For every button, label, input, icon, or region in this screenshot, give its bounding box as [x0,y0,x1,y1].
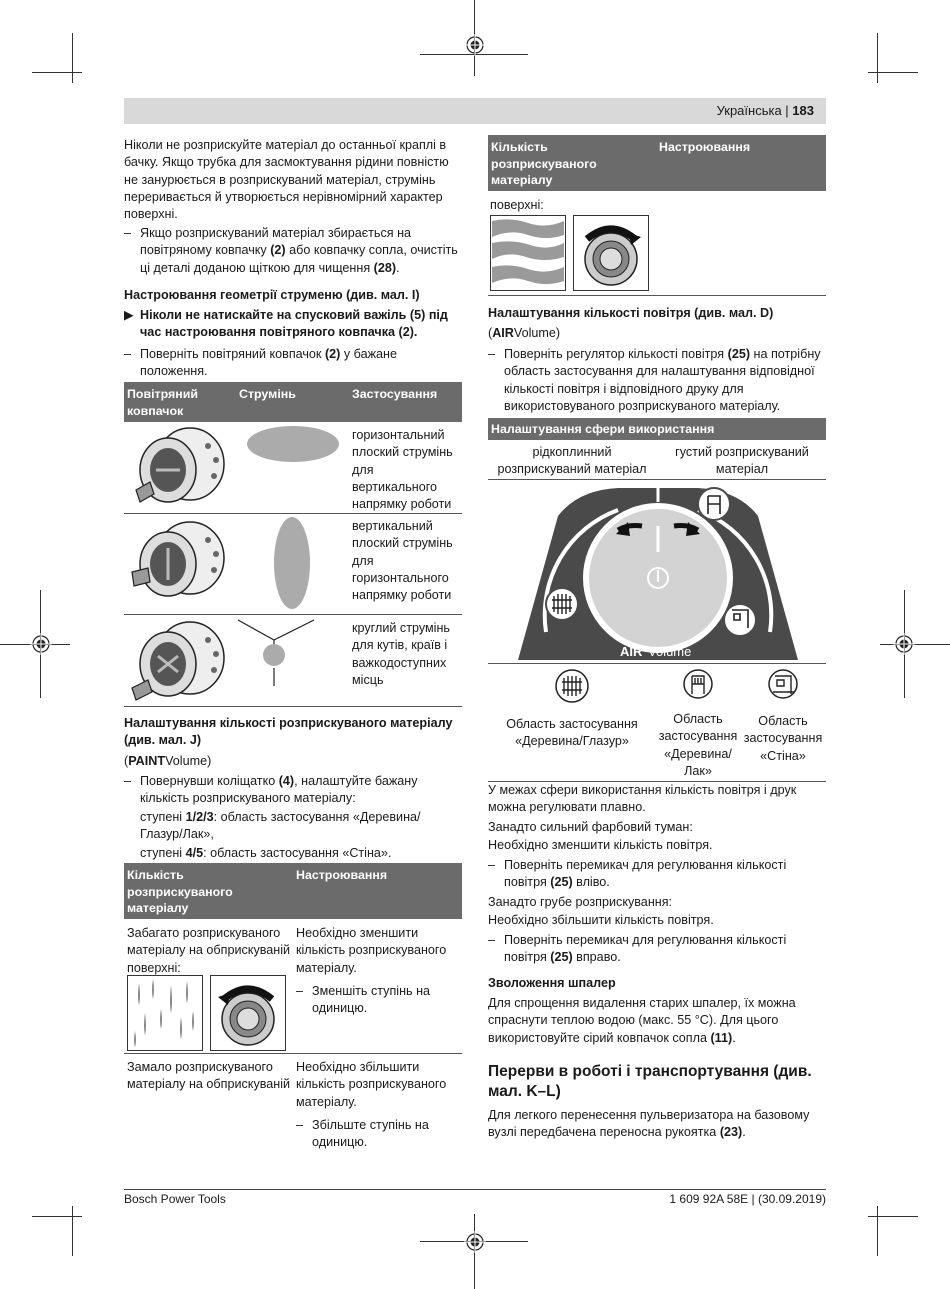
air-cap-horizontal-icon [128,424,232,512]
wallpaper-heading: Зволоження шпалер [488,976,616,990]
bullet-dash: – [488,933,496,947]
bullet-turn-right: Поверніть перемикач для регулювання кількості повітря (25) вправо. [504,933,787,965]
dripping-surface-illustration [127,975,203,1051]
reduce-step: Зменшіть ступінь на одиницю. [312,984,431,1016]
wall-icon [767,668,799,700]
page-number: 183 [792,103,814,118]
bullet-turn-cap: Поверніть повітряний ковпачок (2) у бажане положення. [140,347,397,379]
round-jet-shape [236,618,316,688]
material-table-header-continued [488,135,826,191]
bullet-dash: – [124,226,132,240]
increase-material: Необхідно збільшити кількість розприскуваного матеріалу. [296,1060,447,1109]
column-header-setting: Настроювання [659,140,751,154]
too-much-fog: Занадто сильний фарбовий туман: [488,820,693,834]
wheel-turn-up-illustration [573,215,649,291]
crop-mark [32,72,82,73]
air-cap-vertical-icon [128,516,232,606]
too-much-material: Забагато розприскуваного матеріалу на обприскуваній поверхні: [127,926,291,975]
break-transport-heading: Перерви в роботі і транспортування (див. мал. K–L) [488,1063,812,1100]
steps-wood: ступені 1/2/3: область застосування «Деревина/ Глазур/Лак», [140,810,421,842]
registration-mark-icon [464,34,486,56]
dial-volume-text: Volume [648,644,692,659]
thin-coating-surface-illustration [490,215,566,291]
chair-lacquer-icon [682,668,714,700]
horizontal-flat-jet-shape [245,424,345,464]
paint-volume-label: (PAINTVolume) [124,754,212,768]
break-transport-text: Для легкого перенесення пульверизатора на базовому вузлі передбачена переносна рукоятка (23). [488,1108,810,1140]
air-volume-dial [518,486,798,662]
air-volume-heading: Налаштування кількості повітря (див. мал. D) [488,306,774,320]
registration-mark-icon [893,633,915,655]
bullet-dash: – [124,774,132,788]
dial-air-text: AIR [620,644,643,659]
area-wood-glaze: Область застосування «Деревина/Глазур» [506,717,638,749]
bullet-dash: – [488,347,496,361]
crop-mark [72,33,73,83]
bullet-dash: – [488,858,496,872]
wallpaper-text: Для спрощення видалення старих шпалер, їх можна спраснути теплою водою (макс. 55 °C). Для цього використовуйте сірий ковпачок сопла (11). [488,996,796,1045]
paint-volume-heading: Налаштування кількості розприскуваного матеріалу (див. мал. J) [124,716,453,748]
thin-material-label: рідкоплинний розприскуваний матеріал [497,445,647,477]
column-header-jet: Струмінь [239,387,296,401]
application-round: круглий струмінь для кутів, країв і важкодоступних місць [352,621,450,687]
registration-mark-icon [464,1231,486,1253]
crop-mark [72,1206,73,1256]
surface-label: поверхні: [490,198,544,212]
reduce-material: Необхідно зменшити кількість розприскуваного матеріалу. [296,926,447,975]
table-row-divider [124,513,462,514]
table-row-divider [488,663,826,664]
vertical-flat-jet-shape [272,516,312,612]
bullet-dash: – [296,984,304,998]
too-coarse: Занадто грубе розприскування: [488,895,673,909]
radiator-glaze-icon [554,668,590,704]
crop-mark [877,33,878,83]
column-header-setting: Настроювання [296,868,388,882]
footer-doc-number: 1 609 92A 58E | (30.09.2019) [669,1192,826,1206]
sphere-heading: Налаштування сфери використання [491,422,715,436]
page-header [124,98,826,124]
bullet-dash: – [296,1118,304,1132]
registration-mark-icon [30,633,52,655]
table-bottom-line [488,295,826,296]
crop-mark [32,1216,82,1217]
area-wall: Область застосування «Стіна» [743,714,823,763]
increase-air: Необхідно збільшити кількість повітря. [488,913,714,927]
table-row-divider [124,1053,462,1054]
column-header-quantity: Кількість розприскуваного матеріалу [491,140,597,187]
bullet-turn-wheel: Повернувши коліщатко (4), налаштуйте бажану кількість розприскуваного матеріалу: [140,774,418,806]
application-vertical: вертикальний плоский струмінь для горизонтального напрямку роботи [352,519,453,603]
crop-mark [868,72,918,73]
wheel-turn-down-illustration [210,975,286,1051]
spray-pattern-table-header [124,382,462,422]
crop-mark [877,1206,878,1256]
air-cap-round-icon [128,618,232,706]
warning-triangle-icon: ▶ [124,308,134,322]
thick-material-label: густий розприскуваний матеріал [675,445,809,477]
crop-mark [880,644,950,645]
bullet-air-regulator: Поверніть регулятор кількості повітря (25) на потрібну область застосування для налаштування відповідної кількості повітря і відповідного друку для використовуваного розприскуваного матеріалу. [504,347,821,413]
header-language: Українська | 183 [716,103,814,118]
reduce-air: Необхідно зменшити кількість повітря. [488,838,713,852]
bullet-turn-left: Поверніть перемикач для регулювання кількості повітря (25) вліво. [504,858,787,890]
sphere-table-header [488,418,826,440]
column-header-quantity: Кількість розприскуваного матеріалу [127,868,233,915]
column-header-air-cap: Повітряний ковпачок [127,387,198,418]
paragraph-smooth-adjust: У межах сфери використання кількість повітря і друк можна регулювати плавно. [488,783,797,815]
steps-wall: ступені 4/5: область застосування «Стіна». [140,846,392,860]
too-little-material: Замало розприскуваного матеріалу на обприскуваній [127,1060,291,1092]
column-header-application: Застосування [352,387,438,401]
warning-trigger: Ніколи не натискайте на спусковий важіль (5) під час настроювання повітряного ковпачка (2). [140,308,448,340]
application-horizontal: горизонтальний плоский струмінь для вертикального напрямку роботи [352,428,453,512]
table-row-divider [488,479,826,480]
increase-step: Збільште ступінь на одиницю. [312,1118,429,1150]
air-volume-label: (AIRVolume) [488,326,561,340]
footer-brand: Bosch Power Tools [124,1192,226,1206]
crop-mark [868,1216,918,1217]
material-table-header [124,863,462,919]
bullet-clean-cap: Якщо розприскуваний матеріал збирається на повітряному ковпачку (2) або ковпачку сопла, очистіть ці деталі доданою щіткою для чищення (28). [140,226,458,275]
table-row-divider [124,614,462,615]
paragraph-last-drop: Ніколи не розприскуйте матеріал до останньої краплі в бачку. Якщо трубка для засмоктування рідини повністю не занурюється в розприскуваний матеріал, струмінь переривається й утворюється нерівномірний характер поверхні. [124,138,449,222]
footer-line [124,1189,826,1190]
bullet-dash: – [124,347,132,361]
geometry-heading: Настроювання геометрії струменю (див. мал. I) [124,288,420,302]
area-wood-lacquer: Область застосування «Деревина/ Лак» [658,712,738,778]
table-bottom-line [124,706,462,707]
